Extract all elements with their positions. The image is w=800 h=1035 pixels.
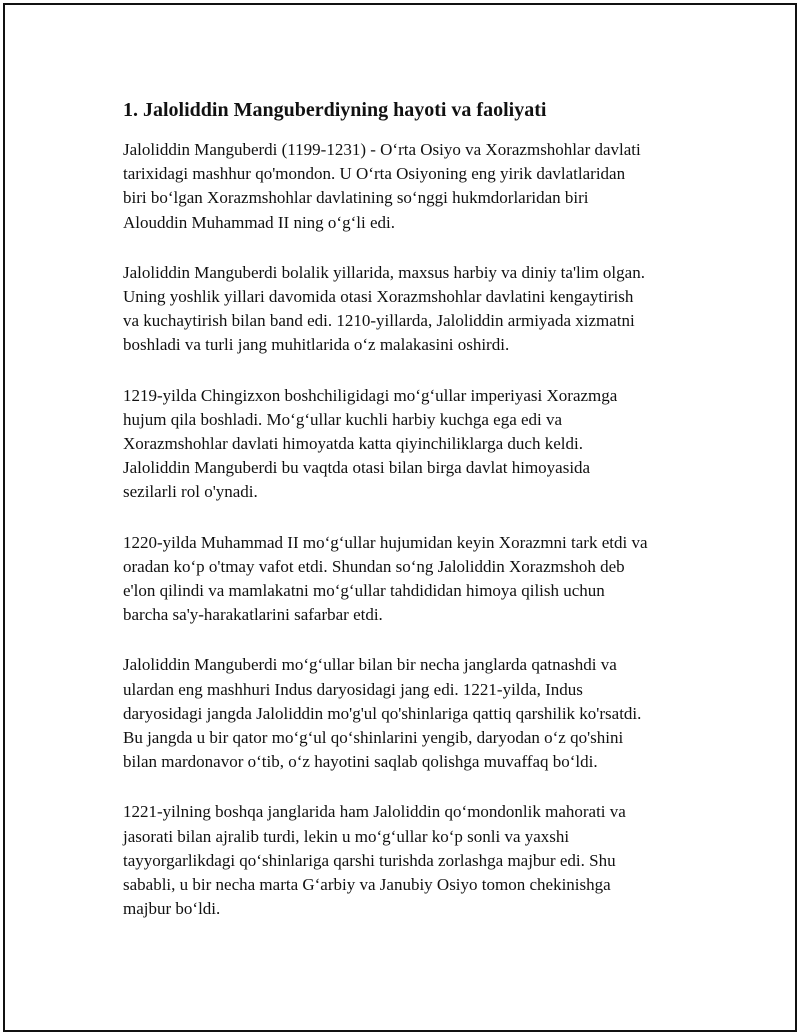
paragraph-2 (123, 261, 703, 358)
paragraph-line: ulardan eng mashhuri Indus daryosidagi jang edi. 1221-yilda, Indus (123, 679, 583, 699)
paragraph-5 (123, 653, 703, 774)
page-frame (3, 3, 797, 1032)
paragraph-line: Jaloliddin Manguberdi (1199-1231) - O‘rta Osiyo va Xorazmshohlar davlati (123, 140, 641, 159)
paragraph-line: oradan ko‘p o'tmay vafot etdi. Shundan so‘ng Jaloliddin Xorazmshoh deb (123, 556, 625, 576)
paragraph-line: e'lon qilindi va mamlakatni mo‘g‘ullar tahdididan himoya qilish uchun (123, 581, 605, 601)
paragraph-line: barcha sa'y-harakatlarini safarbar etdi. (123, 605, 383, 625)
paragraph-line: tarixidagi mashhur qo'mondon. U O‘rta Osiyoning eng yirik davlatlaridan (123, 164, 626, 184)
paragraph-line: tayyorgarlikdagi qo‘shinlariga qarshi turishda zorlashga majbur edi. Shu (123, 850, 616, 870)
paragraph-3 (123, 384, 703, 505)
paragraph-line: Bu jangda u bir qator mo‘g‘ul qo‘shinlarini yengib, daryodan o‘z qo'shini (123, 728, 624, 748)
paragraph-line: boshladi va turli jang muhitlarida o‘z malakasini oshirdi. (123, 335, 510, 355)
paragraph-line: biri bo‘lgan Xorazmshohlar davlatining so‘nggi hukmdorlaridan biri (123, 188, 589, 208)
paragraph-line: Jaloliddin Manguberdi bolalik yillarida, maxsus harbiy va diniy ta'lim olgan. (123, 262, 645, 282)
paragraph-1 (123, 138, 703, 235)
paragraph-line: va kuchaytirish bilan band edi. 1210-yillarda, Jaloliddin armiyada xizmatni (123, 311, 635, 331)
paragraph-line: 1221-yilning boshqa janglarida ham Jaloliddin qo‘mondonlik mahorati va (123, 802, 626, 822)
paragraph-line: sababli, u bir necha marta G‘arbiy va Janubiy Osiyo tomon chekinishga (123, 875, 611, 895)
paragraph-6 (123, 800, 703, 921)
paragraph-line: sezilarli rol o'ynadi. (123, 482, 258, 502)
paragraph-line: Jaloliddin Manguberdi bu vaqtda otasi bilan birga davlat himoyasida (123, 458, 591, 478)
document-title: 1. Jaloliddin Manguberdiyning hayoti va faoliyati (123, 99, 547, 121)
paragraph-line: bilan mardonavor o‘tib, o‘z hayotini saqlab qolishga muvaffaq bo‘ldi. (123, 752, 598, 772)
paragraph-4 (123, 531, 703, 628)
paragraph-line: majbur bo‘ldi. (123, 899, 221, 919)
paragraph-line: Alouddin Muhammad II ning o‘g‘li edi. (123, 212, 395, 232)
paragraph-line: hujum qila boshladi. Mo‘g‘ullar kuchli harbiy kuchga ega edi va (123, 409, 563, 429)
paragraph-line: daryosidagi jangda Jaloliddin mo'g'ul qo'shinlariga qattiq qarshilik ko'rsatdi. (123, 703, 642, 723)
paragraph-line: Uning yoshlik yillari davomida otasi Xorazmshohlar davlatini kengaytirish (123, 287, 634, 307)
paragraph-line: Jaloliddin Manguberdi mo‘g‘ullar bilan bir necha janglarda qatnashdi va (123, 655, 617, 675)
paragraph-line: 1220-yilda Muhammad II mo‘g‘ullar hujumidan keyin Xorazmni tark etdi va (123, 532, 648, 552)
paragraph-line: jasorati bilan ajralib turdi, lekin u mo‘g‘ullar ko‘p sonli va yaxshi (123, 826, 570, 846)
document-body (123, 96, 703, 947)
paragraph-line: Xorazmshohlar davlati himoyatda katta qiyinchiliklarga duch keldi. (123, 434, 583, 454)
paragraph-line: 1219-yilda Chingizxon boshchiligidagi mo‘g‘ullar imperiyasi Xorazmga (123, 385, 618, 405)
